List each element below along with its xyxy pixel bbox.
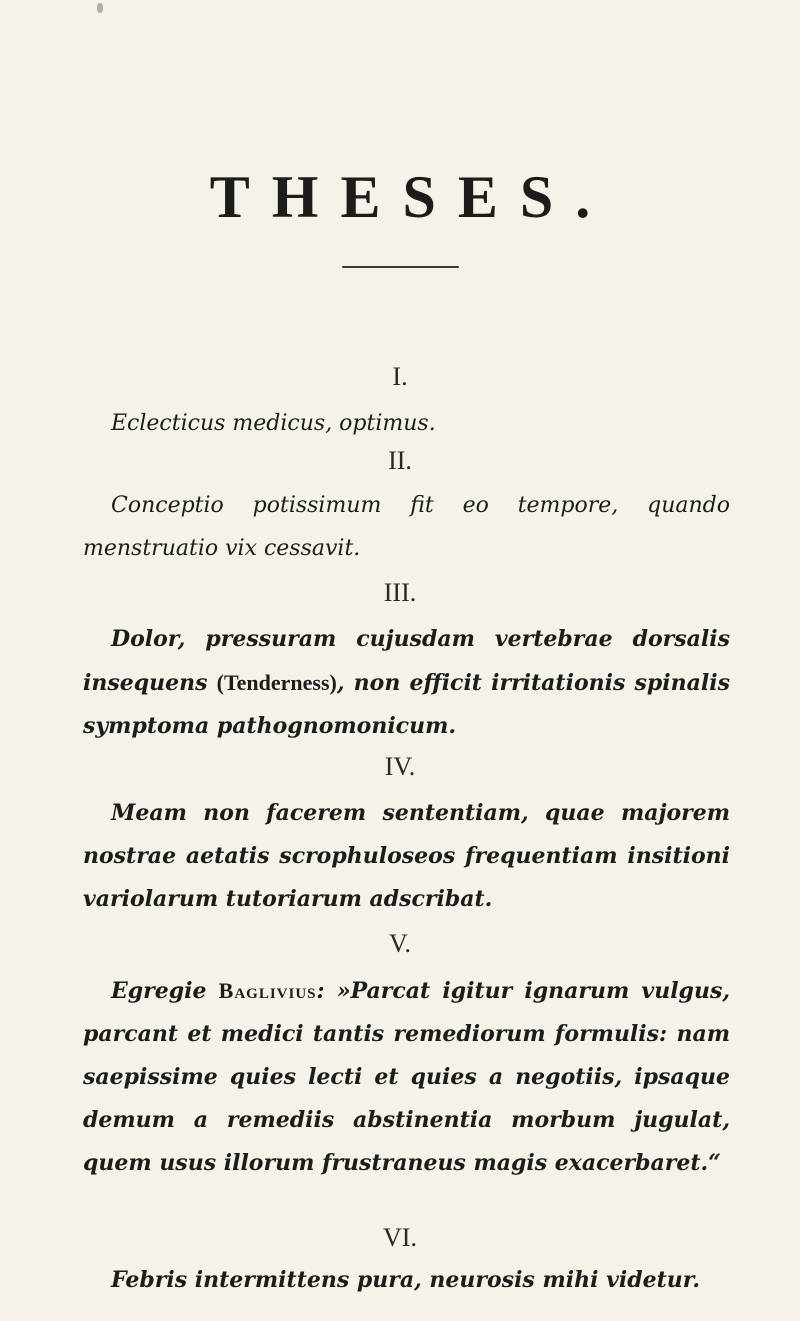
thesis-text <box>0 969 800 1185</box>
thesis-text: Meam non facerem sententiam, quae majorem nostrae aetatis scrophuloseos frequentiam insitioni variolarum tutoriarum adscribat. <box>83 800 730 912</box>
ink-mark <box>97 3 103 13</box>
thesis-3 <box>0 578 800 748</box>
quotation: : »Parcat igitur ignarum vulgus, parcant et medici tantis remediorum formulis: nam saepissime quies lecti et quies a negotiis, ipsaque demum a remediis abstinentia morbum jugulat, quem usus illorum frustraneus magis exacerbaret.“ <box>83 978 730 1176</box>
thesis-text <box>0 618 800 748</box>
thesis-numeral: IV. <box>384 752 416 781</box>
thesis-numeral: III. <box>383 578 417 607</box>
page-title: THESES. <box>209 164 613 230</box>
thesis-6 <box>0 1223 800 1302</box>
thesis-text: Eclecticus medicus, optimus. <box>111 411 436 436</box>
thesis-text-part: Egregie <box>111 978 219 1004</box>
thesis-text: Febris intermittens pura, neurosis mihi videtur. <box>111 1267 701 1293</box>
thesis-text: Conceptio potissimum fit eo tempore, quando menstruatio vix cessavit. <box>83 493 730 561</box>
thesis-numeral: II. <box>388 446 412 475</box>
thesis-numeral: V. <box>389 929 411 958</box>
thesis-text-part: , non efficit irritationis spinalis symptoma pathognomonicum. <box>83 670 730 739</box>
title-rule <box>342 266 459 268</box>
thesis-1 <box>0 362 800 445</box>
thesis-text-part: Dolor, pressuram cujusdam vertebrae dorsalis insequens <box>83 626 730 696</box>
thesis-5 <box>0 929 800 1185</box>
thesis-4 <box>0 752 800 921</box>
author-name: Baglivius <box>218 978 317 1003</box>
thesis-numeral: VI. <box>383 1223 417 1252</box>
thesis-numeral: I. <box>392 362 408 391</box>
english-term: (Tenderness) <box>216 670 337 695</box>
thesis-2 <box>0 446 800 570</box>
